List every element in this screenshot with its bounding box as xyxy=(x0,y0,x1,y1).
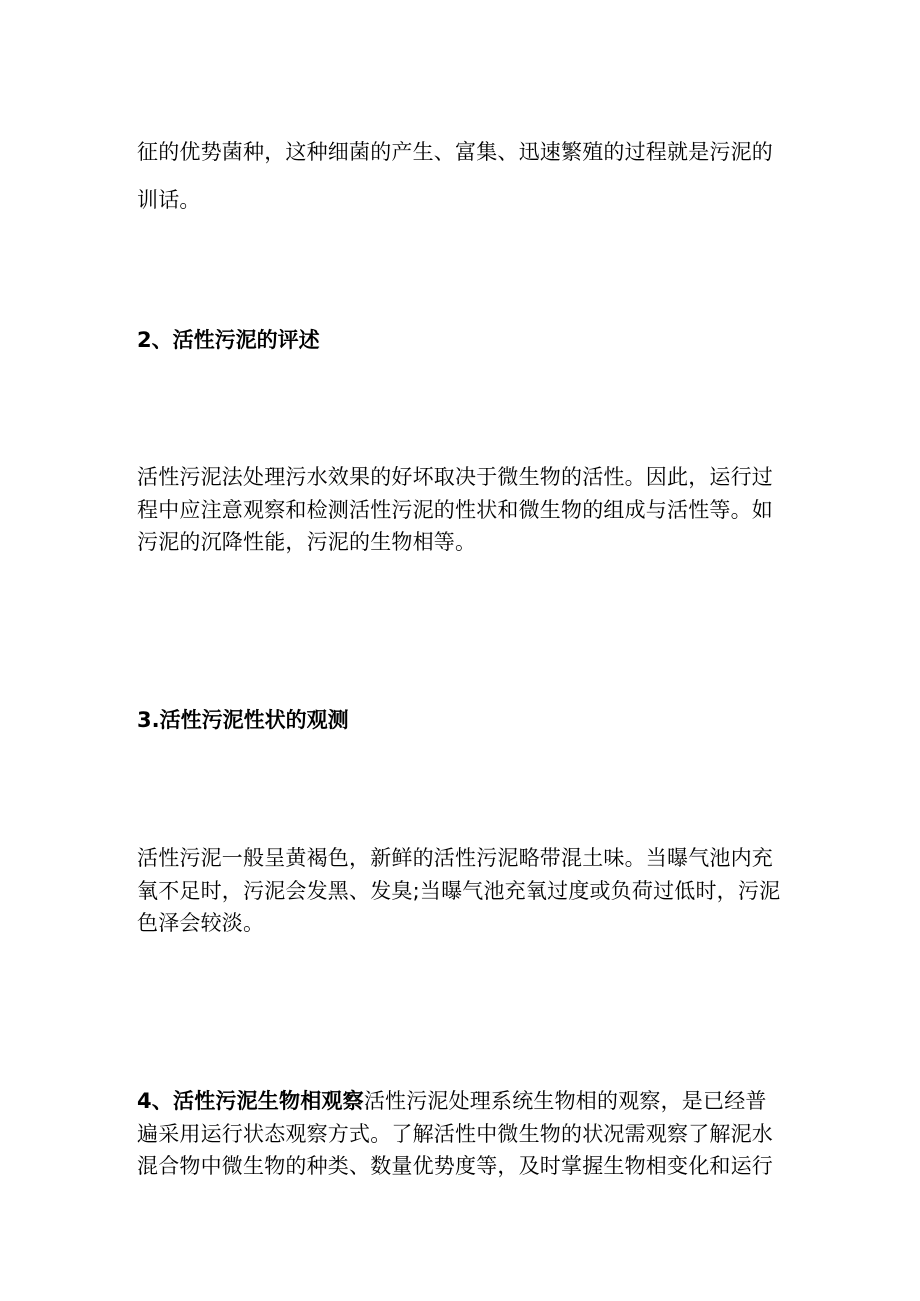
paragraph-section-2: 活性污泥法处理污水效果的好坏取决于微生物的活性。因此，运行过程中应注意观察和检测活性污泥的性状和微生物的组成与活性等。如污泥的沉降性能，污泥的生物相等。 xyxy=(137,465,773,555)
paragraph-section-3: 活性污泥一般呈黄褐色，新鲜的活性污泥略带混土味。当曝气池内充氧不足时，污泥会发黑、发臭;当曝气池充氧过度或负荷过低时，污泥色泽会较淡。 xyxy=(137,846,781,936)
paragraph-intro: 征的优势菌种，这种细菌的产生、富集、迅速繁殖的过程就是污泥的训话。 xyxy=(137,140,773,213)
section-heading-3: 3.活性污泥性状的观测 xyxy=(137,708,349,732)
paragraph-section-4-text: 活性污泥处理系统生物相的观察，是已经普遍采用运行状态观察方式。了解活性中微生物的状况需观察了解泥水混合物中微生物的种类、数量优势度等，及时掌握生物相变化和运行 xyxy=(137,1089,773,1179)
paragraph-section-4 xyxy=(137,1085,787,1183)
section-heading-2: 2、活性污泥的评述 xyxy=(137,328,320,352)
section-heading-4-inline: 4、活性污泥生物相观察 xyxy=(137,1089,364,1113)
